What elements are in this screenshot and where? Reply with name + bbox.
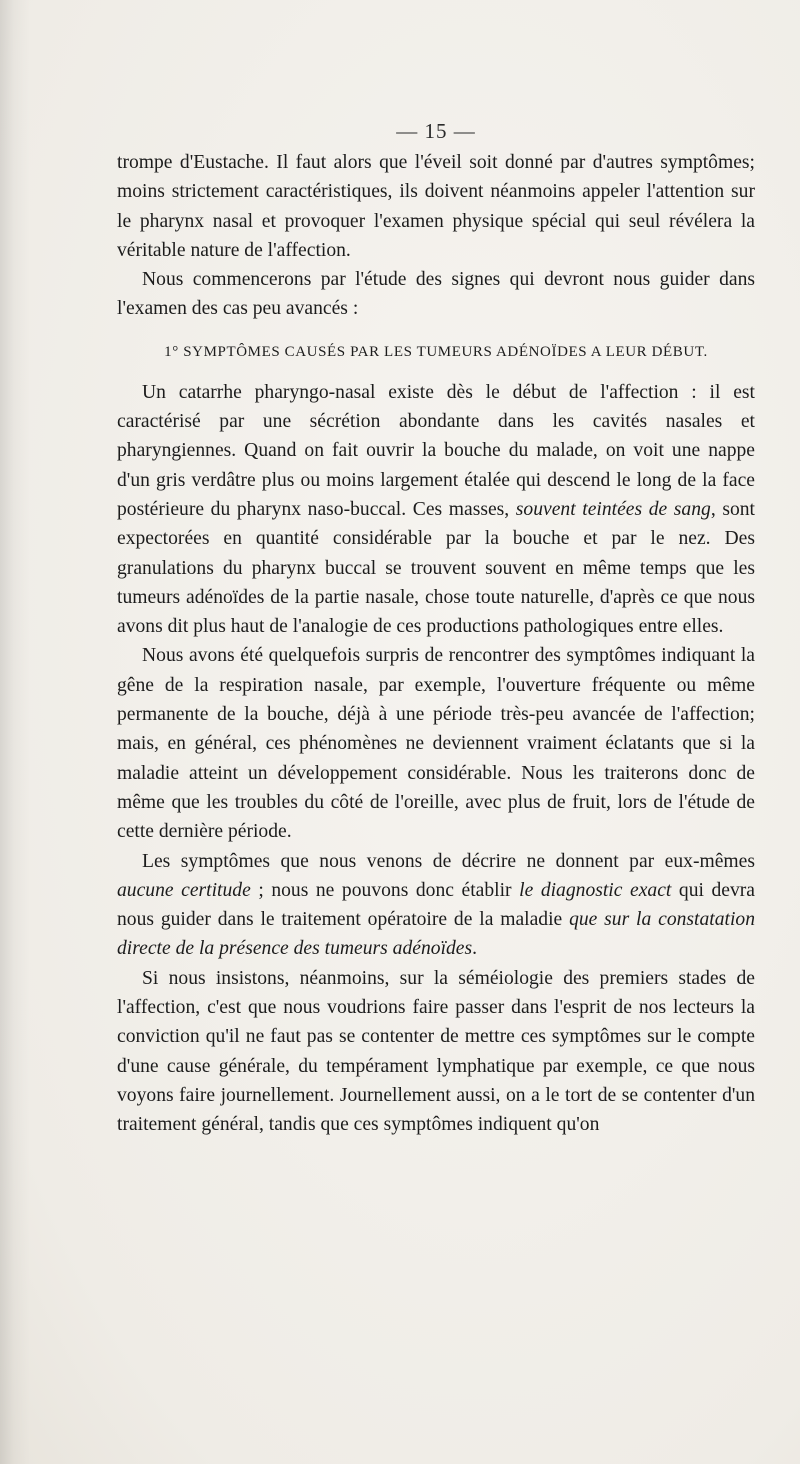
paragraph-1: trompe d'Eustache. Il faut alors que l'éveil soit donné par d'autres symptômes; moins strictement caractéristiques, ils doivent néanmoins appeler l'attention sur le pharynx nasal et provoquer l'examen physique spécial qui seul révélera la véritable nature de l'affection. xyxy=(117,152,755,261)
body-text xyxy=(117,148,755,1140)
paragraph-5-italic-1: aucune certitude xyxy=(117,879,251,901)
paragraph-5-italic-2: le diagnostic exact xyxy=(519,879,672,901)
paragraph-5-italic-3: que sur la constatation directe de la présence des tumeurs adénoïdes xyxy=(117,909,755,960)
paragraph-3-italic: souvent teintées de sang xyxy=(515,498,711,520)
paragraph-3-text-b: , sont expectorées en quantité considérable par la bouche et par le nez. Des granulations du pharynx buccal se trouvent souvent en même temps que les tumeurs adénoïdes de la partie nasale, chose toute naturelle, d'après ce que nous avons dit plus haut de l'analogie de ces productions pathologiques entre elles. xyxy=(117,498,756,638)
paragraph-3 xyxy=(117,378,755,642)
section-heading: 1° SYMPTÔMES CAUSÉS PAR LES TUMEURS ADÉNOÏDES A LEUR DÉBUT. xyxy=(164,343,708,360)
paragraph-4: Nous avons été quelquefois surpris de rencontrer des symptômes indiquant la gêne de la respiration nasale, par exemple, l'ouverture fréquente ou même permanente de la bouche, déjà à une période très-peu avancée de l'affection; mais, en général, ces phénomènes ne deviennent vraiment éclatants que si la maladie atteint un développement considérable. Nous les traiterons donc de même que les troubles du côté de l'oreille, avec plus de fruit, lors de l'étude de cette dernière période. xyxy=(117,645,755,843)
paragraph-5-text-c: qui devra nous guider dans le traitement opératoire de la maladie xyxy=(117,879,755,931)
paragraph-5-text-d: . xyxy=(472,938,478,960)
paragraph-5-text-b: ; nous ne pouvons donc établir xyxy=(250,879,520,901)
page-number: — 15 — xyxy=(396,119,476,143)
paragraph-6: Si nous insistons, néanmoins, sur la séméiologie des premiers stades de l'affection, c'est que nous voudrions faire passer dans l'esprit de nos lecteurs la conviction qu'il ne faut pas se contenter de mettre ces symptômes sur le compte d'une cause générale, du tempérament lymphatique par exemple, ce que nous voyons faire journellement. Journellement aussi, on a le tort de se contenter d'un traitement général, tandis que ces symptômes indiquent qu'on xyxy=(117,967,755,1136)
paragraph-5-text-a: Les symptômes que nous venons de décrire ne donnent par eux-mêmes xyxy=(142,850,755,872)
paragraph-5 xyxy=(117,847,755,964)
paragraph-2: Nous commencerons par l'étude des signes qui devront nous guider dans l'examen des cas peu avancés : xyxy=(117,269,755,320)
paragraph-3-text-a: Un catarrhe pharyngo-nasal existe dès le début de l'affection : il est caractérisé par une sécrétion abondante dans les cavités nasales et pharyngiennes. Quand on fait ouvrir la bouche du malade, on voit une nappe d'un gris verdâtre plus ou moins largement étalée qui descend le long de la face postérieure du pharynx naso-buccal. Ces masses, xyxy=(117,381,755,520)
